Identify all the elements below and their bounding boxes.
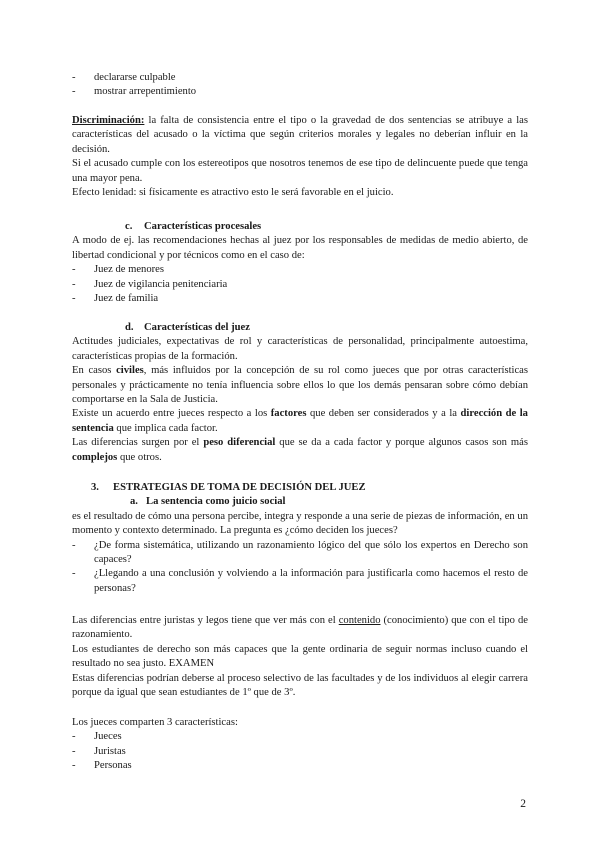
- section-3-intro: es el resultado de cómo una persona percibe, integra y responde a una serie de piezas de información, en un momento y contexto determinado. La pregunta es ¿cómo deciden los jueces?: [72, 510, 528, 537]
- section-d-heading: d. Características del juez: [125, 322, 250, 333]
- section-3: [72, 481, 528, 596]
- section-d-p2: En casos civiles, más influidos por la concepción de su rol como jueces que por otras características personales y prácticamente no tenía influencia sobre ellos lo que los demás pensaran sobre cómo debían comportarse en la Sala de Justicia.: [72, 365, 529, 406]
- section-3a-heading: a. La sentencia como juicio social: [130, 496, 286, 508]
- list-item: - Jueces: [72, 731, 122, 743]
- section-c-intro: A modo de ej. las recomendaciones hechas al juez por los responsables de medidas de medio abierto, de libertad condicional y por técnicos como en el caso de:: [72, 235, 528, 261]
- estereotipos-paragraph: Si el acusado cumple con los estereotipos que nosotros tenemos de ese tipo de delincuente puede que tenga una mayor pena.: [72, 158, 528, 184]
- diferencias2-paragraph: Estas diferencias podrían deberse al proceso selectivo de las facultades y de los individuos al elegir carrera porque da igual que sean estudiantes de 1º que de 3º.: [72, 672, 528, 699]
- list-item: - ¿De forma sistemática, utilizando un razonamiento lógico del que sólo los expertos en Derecho son capaces?: [72, 539, 528, 566]
- section-d-p3: Existe un acuerdo entre jueces respecto a los factores que deben ser considerados y a la dirección de la sentencia que implica cada factor.: [72, 408, 528, 434]
- list-item: - Juez de vigilancia penitenciaria: [72, 278, 228, 290]
- discriminacion-block: [72, 114, 528, 200]
- jueces-block: [72, 716, 528, 774]
- section-d: [72, 321, 528, 465]
- efecto-lenidad-paragraph: Efecto lenidad: si físicamente es atractivo esto le será favorable en el juicio.: [72, 187, 394, 199]
- section-c: [72, 220, 528, 306]
- list-item: - Juristas: [72, 745, 126, 757]
- list-item: - Personas: [72, 760, 132, 772]
- page-number: 2: [520, 798, 526, 810]
- list-item: - declararse culpable: [72, 72, 176, 83]
- section-d-p4: Las diferencias surgen por el peso diferencial que se da a cada factor y porque algunos casos son más complejos que otros.: [72, 437, 528, 463]
- section-d-p1: Actitudes judiciales, expectativas de rol y características de personalidad, principalmente autoestima, características propias de la formación.: [72, 336, 528, 362]
- section-c-heading: c. Características procesales: [125, 221, 262, 232]
- estudiantes-paragraph: Los estudiantes de derecho son más capaces que la gente ordinaria de seguir normas incluso cuando el resultado no sea justo. EXAMEN: [72, 643, 528, 670]
- list-item: - Juez de familia: [72, 293, 159, 305]
- discriminacion-paragraph: Discriminación: la falta de consistencia entre el tipo o la gravedad de dos sentencias se atribuye a las características del acusado o la víctima que según criterios morales y legales no deberían influir en la decisión.: [72, 115, 528, 155]
- jueces-intro: Los jueces comparten 3 características:: [72, 717, 238, 728]
- diferencias-paragraph: Las diferencias entre juristas y legos tiene que ver más con el contenido (conocimiento) que con el tipo de razonamiento.: [72, 615, 528, 641]
- diferencias-block: [72, 614, 528, 700]
- list-item: - ¿Llegando a una conclusión y volviendo a la información para justificarla como hacemos el resto de personas?: [72, 568, 528, 594]
- section-3-heading: 3. ESTRATEGIAS DE TOMA DE DECISIÓN DEL JUEZ: [91, 482, 366, 493]
- top-list: [72, 71, 528, 100]
- list-item: - Juez de menores: [72, 264, 165, 276]
- list-item: - mostrar arrepentimiento: [72, 86, 197, 98]
